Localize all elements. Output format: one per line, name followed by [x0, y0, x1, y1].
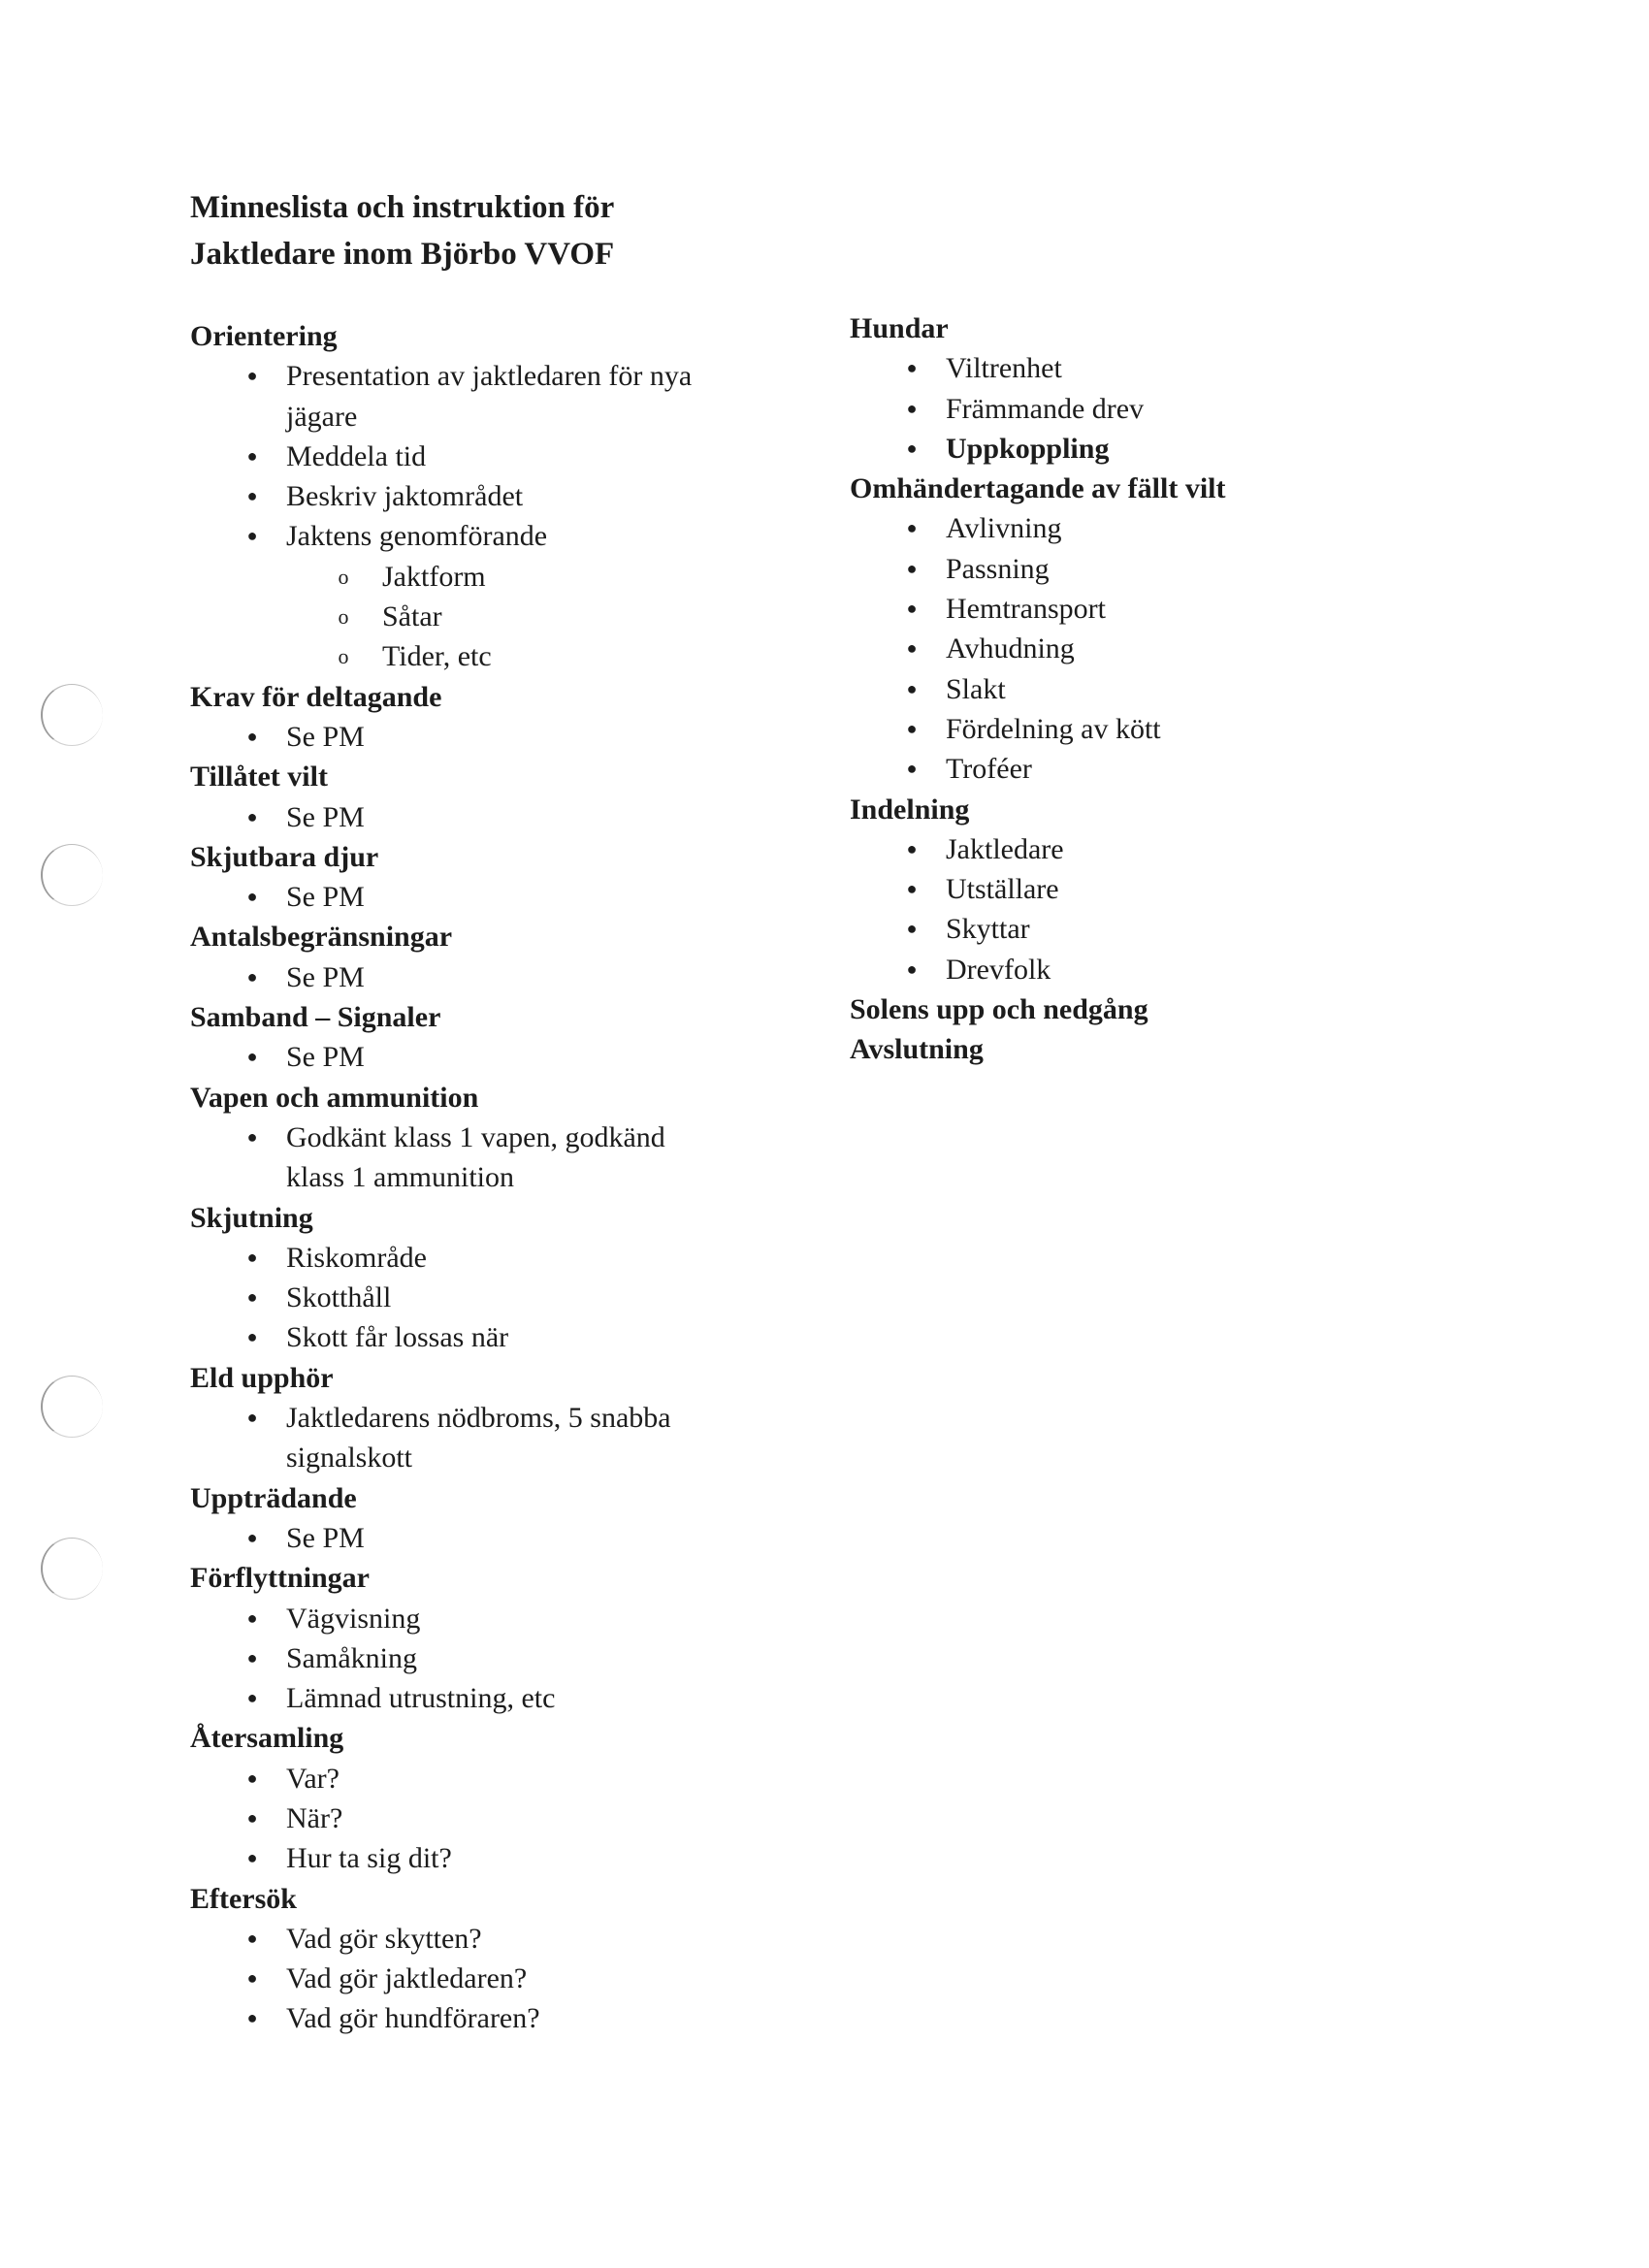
section-upptradande: [190, 1478, 811, 1559]
list-item: [190, 1518, 811, 1558]
list-item: [190, 1798, 811, 1838]
section-omhandertagande-av-fallt-vilt: [850, 469, 1471, 789]
section-heading: Skjutning: [190, 1201, 313, 1234]
list-item: [190, 1317, 811, 1357]
section-heading: Eld upphör: [190, 1361, 334, 1394]
bullet-icon: ●: [906, 638, 918, 659]
list-item: [190, 1959, 811, 1998]
bullet-list: [850, 829, 1471, 989]
list-item: [850, 508, 1471, 548]
list-item-text: Riskområde: [286, 1241, 427, 1274]
section-heading: Återsamling: [190, 1722, 344, 1755]
bullet-icon: ●: [246, 1807, 258, 1828]
list-item-text: När?: [286, 1801, 343, 1834]
bullet-icon: ●: [246, 726, 258, 746]
list-item: [190, 1678, 811, 1718]
list-item: [850, 629, 1471, 668]
bullet-icon: ●: [246, 1047, 258, 1067]
section-atersamling: [190, 1718, 811, 1878]
list-item-text: Vad gör skytten?: [286, 1922, 482, 1955]
circle-bullet-icon: o: [338, 644, 349, 669]
list-item-text: Presentation av jaktledaren för nya jägare: [286, 360, 693, 433]
list-item: [850, 669, 1471, 709]
bullet-list: [850, 508, 1471, 789]
bullet-list: [190, 1759, 811, 1879]
bullet-icon: ●: [906, 718, 918, 738]
bullet-icon: ●: [246, 1928, 258, 1948]
bullet-icon: ●: [246, 1527, 258, 1547]
bullet-icon: ●: [906, 759, 918, 779]
list-item: [190, 1398, 811, 1478]
bullet-icon: ●: [906, 558, 918, 578]
list-item-text: Jaktledarens nödbroms, 5 snabba signalskott: [286, 1402, 671, 1474]
list-item: [190, 1037, 811, 1077]
section-samband-signaler: [190, 997, 811, 1078]
bullet-list: [190, 1518, 811, 1558]
bullet-icon: ●: [246, 1647, 258, 1668]
section-heading: Krav för deltagande: [190, 680, 442, 713]
list-item-text: Fördelning av kött: [946, 712, 1161, 745]
list-item-text: Lämnad utrustning, etc: [286, 1682, 556, 1715]
list-item-text: Avlivning: [946, 512, 1062, 545]
sub-list-item-text: Såtar: [382, 600, 442, 633]
section-heading: Avslutning: [850, 1033, 984, 1066]
list-item: [190, 717, 811, 757]
section-heading: Skjutbara djur: [190, 840, 379, 873]
list-item: [190, 476, 811, 516]
list-item-text: Avhudning: [946, 632, 1075, 665]
bullet-icon: ●: [906, 838, 918, 859]
list-item-text: Skotthåll: [286, 1281, 392, 1314]
bullet-icon: ●: [246, 806, 258, 826]
list-item: [190, 1599, 811, 1638]
bullet-icon: ●: [906, 958, 918, 979]
list-item: [850, 549, 1471, 589]
bullet-icon: ●: [246, 1607, 258, 1628]
section-heading: Uppträdande: [190, 1481, 357, 1514]
list-item-text: Godkänt klass 1 vapen, godkänd klass 1 ammunition: [286, 1120, 665, 1194]
list-item-text: Vad gör hundföraren?: [286, 2002, 540, 2035]
list-item-text: Vad gör jaktledaren?: [286, 1962, 528, 1995]
list-item: [190, 1638, 811, 1678]
list-item-text: Hur ta sig dit?: [286, 1842, 452, 1875]
list-item-text: Se PM: [286, 881, 365, 914]
list-item-text: Meddela tid: [286, 439, 427, 472]
list-item: [190, 356, 811, 437]
list-item-text: Viltrenhet: [946, 352, 1062, 385]
list-item: [190, 1838, 811, 1878]
bullet-icon: ●: [246, 1247, 258, 1267]
list-item-text: Troféer: [946, 753, 1032, 786]
list-item: [190, 1998, 811, 2038]
bullet-list: [850, 348, 1471, 469]
list-item-text: Jaktledare: [946, 832, 1064, 865]
bullet-icon: ●: [246, 445, 258, 466]
bullet-list: [190, 1118, 811, 1198]
list-item-text: Skott får lossas när: [286, 1321, 509, 1354]
binder-hole: [41, 1376, 103, 1438]
sub-list-item-text: Jaktform: [382, 560, 486, 593]
list-item: [850, 389, 1471, 429]
bullet-list: [190, 1398, 811, 1478]
section-forflyttningar: [190, 1558, 811, 1718]
bullet-icon: ●: [906, 879, 918, 899]
list-item: [190, 1278, 811, 1317]
bullet-icon: ●: [906, 358, 918, 378]
section-vapen-och-ammunition: [190, 1078, 811, 1198]
bullet-list: [190, 1238, 811, 1358]
list-item-text: Se PM: [286, 720, 365, 753]
list-item-text: Samåkning: [286, 1641, 417, 1674]
list-item-text: Var?: [286, 1762, 340, 1795]
bullet-icon: ●: [246, 1287, 258, 1308]
list-item: [850, 950, 1471, 989]
section-heading: Förflyttningar: [190, 1562, 370, 1595]
bullet-list: [190, 1037, 811, 1077]
section-heading: Tillåtet vilt: [190, 761, 328, 794]
sub-list-item: [190, 636, 811, 676]
bullet-icon: ●: [906, 437, 918, 458]
binder-hole: [41, 684, 103, 746]
list-item: [190, 1759, 811, 1798]
list-item-text: Se PM: [286, 960, 365, 993]
list-item-text: Se PM: [286, 800, 365, 833]
section-krav-for-deltagande: [190, 677, 811, 758]
list-item-text: Jaktens genomförande: [286, 520, 548, 553]
bullet-icon: ●: [906, 599, 918, 619]
bullet-list: [190, 1599, 811, 1719]
sub-list-item: [190, 557, 811, 597]
bullet-icon: ●: [246, 486, 258, 506]
section-orientering: [190, 316, 811, 677]
bullet-icon: ●: [906, 518, 918, 538]
bullet-icon: ●: [246, 366, 258, 386]
title-line: Minneslista och instruktion för: [190, 190, 615, 225]
binder-hole: [41, 844, 103, 906]
sub-list-item: [190, 597, 811, 636]
list-item-text: Passning: [946, 552, 1050, 585]
section-heading: Omhändertagande av fällt vilt: [850, 472, 1226, 505]
section-heading: Orientering: [190, 320, 338, 352]
list-item: [190, 1238, 811, 1278]
bullet-list: [190, 717, 811, 757]
list-item: [850, 909, 1471, 949]
bullet-list: [190, 797, 811, 837]
list-item: [850, 429, 1471, 469]
section-antalsbegransningar: [190, 917, 811, 997]
bullet-icon: ●: [906, 678, 918, 698]
list-item: [850, 709, 1471, 749]
list-item: [190, 437, 811, 476]
section-hundar: [850, 308, 1471, 469]
list-item: [190, 957, 811, 997]
list-item-text: Beskriv jaktområdet: [286, 480, 524, 513]
section-solens-upp-och-nedgang: [850, 989, 1471, 1029]
section-heading: Samband – Signaler: [190, 1001, 441, 1034]
bullet-list: [190, 957, 811, 997]
bullet-icon: ●: [246, 966, 258, 987]
section-avslutning: [850, 1029, 1471, 1069]
list-item: [190, 516, 811, 556]
list-item-text: Slakt: [946, 672, 1006, 705]
bullet-icon: ●: [246, 1126, 258, 1147]
section-heading: Indelning: [850, 793, 970, 826]
bullet-list: [190, 1919, 811, 2039]
bullet-icon: ●: [246, 1688, 258, 1708]
list-item-text: Se PM: [286, 1041, 365, 1074]
list-item-text: Utställare: [946, 873, 1059, 906]
list-item-text: Skyttar: [946, 913, 1030, 946]
section-heading: Vapen och ammunition: [190, 1081, 479, 1114]
bullet-icon: ●: [246, 2008, 258, 2028]
bullet-icon: ●: [246, 1968, 258, 1989]
bullet-icon: ●: [246, 1327, 258, 1347]
bullet-icon: ●: [246, 887, 258, 907]
section-tillatet-vilt: [190, 757, 811, 837]
list-item: [850, 869, 1471, 909]
section-skjutning: [190, 1198, 811, 1358]
circle-bullet-icon: o: [338, 564, 349, 589]
document-title: [190, 184, 614, 277]
section-eftersok: [190, 1879, 811, 2039]
list-item: [850, 749, 1471, 789]
list-item-text: Drevfolk: [946, 953, 1051, 986]
binder-hole: [41, 1538, 103, 1600]
bullet-icon: ●: [246, 1848, 258, 1868]
bullet-icon: ●: [246, 1408, 258, 1428]
section-eld-upphor: [190, 1358, 811, 1478]
section-heading: Hundar: [850, 312, 949, 344]
bullet-list: [190, 356, 811, 676]
section-indelning: [850, 790, 1471, 989]
bullet-icon: ●: [906, 919, 918, 939]
list-item-text: Vägvisning: [286, 1602, 421, 1635]
sub-list-item-text: Tider, etc: [382, 640, 492, 673]
right-column: [850, 308, 1471, 1070]
list-item: [190, 1118, 811, 1198]
list-item-text: Uppkoppling: [946, 432, 1110, 465]
list-item-text: Främmande drev: [946, 392, 1145, 425]
bullet-icon: ●: [246, 526, 258, 546]
list-item: [190, 877, 811, 917]
list-item: [190, 1919, 811, 1959]
left-column: [190, 316, 811, 2039]
section-heading: Solens upp och nedgång: [850, 993, 1148, 1026]
list-item: [850, 348, 1471, 388]
circle-bullet-icon: o: [338, 604, 349, 630]
bullet-icon: ●: [906, 398, 918, 418]
list-item: [850, 829, 1471, 869]
list-item-text: Se PM: [286, 1521, 365, 1554]
bullet-list: [190, 877, 811, 917]
list-item: [850, 589, 1471, 629]
list-item: [190, 797, 811, 837]
bullet-icon: ●: [246, 1767, 258, 1788]
list-item-text: Hemtransport: [946, 593, 1106, 626]
section-heading: Eftersök: [190, 1882, 297, 1915]
title-line: Jaktledare inom Björbo VVOF: [190, 237, 615, 272]
section-heading: Antalsbegränsningar: [190, 921, 453, 954]
section-skjutbara-djur: [190, 837, 811, 918]
